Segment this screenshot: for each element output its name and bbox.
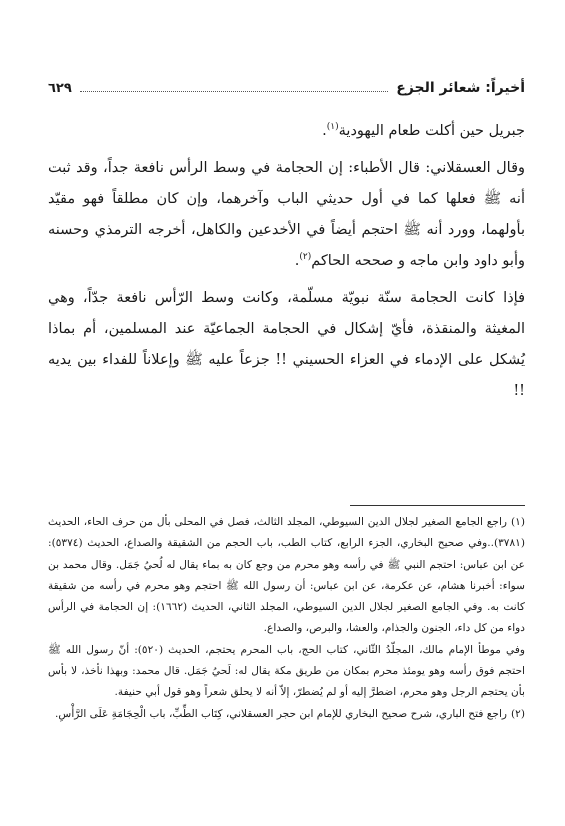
footnotes — [48, 512, 525, 725]
footnote-2-text: راجع فتح الباري، شرح صحيح البخاري للإمام ابن حجر العسقلاني، كِتَاب الطِّبِّ، باب الْحِجَامَةِ عَلَى الرَّأْسِ. — [55, 707, 508, 720]
paragraph-2-end: . — [294, 253, 300, 269]
main-text — [48, 116, 525, 407]
footnote-ref-1: (١) — [326, 122, 339, 133]
paragraph-3: فإذا كانت الحجامة سنّة نبويّة مسلّمة، وكانت وسط الرّأس نافعة جدّاً، وهي المغيثة والمنقذة، فأيّ إشكال في الحجامة الجماعيّة عند المسلمين، أم بماذا يُشكل على الإدماء في العزاء الحسيني !! جزعاً عليه ﷺ وإعلاناً للفداء بين يديه !! — [48, 290, 525, 399]
footnote-1 — [48, 512, 525, 640]
paragraph-1-text: جبريل حين أكلت طعام اليهودية — [338, 123, 525, 139]
page-number: ٦٢٩ — [48, 81, 72, 96]
footnote-1-continued: وفي موطأ الإمام مالك، المجلّدُ الثّاني، كتاب الحج، باب المحرم يحتجم، الحديث (٥٢٠): أنّ رسول الله ﷺ احتجم فوق رأسه وهو يومئذ محرم بمكان من طريق مكة يقال له: لَحيُ جَمَل. قال محمد: وبهذا نأخذ، لا بأس بأن يحتجم الرجل وهو محرم، اضطرَّ إليه أو لم يُضطرّ، إلاّ أنه لا يحلق شعراً وهو قول أبي حنيفة. — [48, 643, 525, 699]
footnote-1-text: راجع الجامع الصغير لجلال الدين السيوطي، المجلد الثالث، فصل في المحلى بأل من حرف الحاء، الحديث (٣٧٨١)..وفي صحيح البخاري، الجزء الرابع، كتاب الطب، باب الحجم من الشقيقة والصداع، الحديث (٥٣٧٤): عن ابن عباس: احتجم النبي ﷺ في رأسه وهو محرم من وجع كان به بماء يقال له لُحيُ جَمَل. وقال محمد بن سواء: أخبرنا هشام، عن عكرمة، عن ابن عباس: أن رسول الله ﷺ احتجم وهو محرم في رأسه من شقيقة كانت به. وفي الجامع الصغير لجلال الدين السيوطي، المجلد الثاني، الحديث (١٦٦٢): إن الحجامة في الرأس دواء من كل داء، الجنون والجذام، والعشا، والبرص، والصداع. — [48, 516, 525, 635]
paragraph-2-text: وقال العسقلاني: قال الأطباء: إن الحجامة في وسط الرأس نافعة جداً، وقد ثبت أنه ﷺ فعلها كما في أول حديثي الباب وآخرهما، وإن كان مطلقاً فهو مقيّد بأولهما، وورد أنه ﷺ احتجم أيضاً في الأخدعين والكاهل، أخرجه الترمذي وحسنه وأبو داود وابن ماجه و صححه الحاكم — [48, 160, 525, 269]
footnote-1-number: (١) — [511, 516, 525, 528]
footnote-2-number: (٢) — [511, 707, 525, 720]
running-head: أخيراً: شعائر الجزع — [396, 80, 525, 96]
paragraph-1-end: . — [322, 123, 327, 139]
page-header — [48, 74, 525, 96]
footnote-ref-2: (٢) — [299, 252, 312, 263]
paragraph-1 — [48, 116, 525, 147]
header-dotted-rule — [80, 90, 388, 92]
footnote-2 — [48, 704, 525, 725]
footnote-divider — [350, 505, 525, 506]
paragraph-2 — [48, 153, 525, 277]
